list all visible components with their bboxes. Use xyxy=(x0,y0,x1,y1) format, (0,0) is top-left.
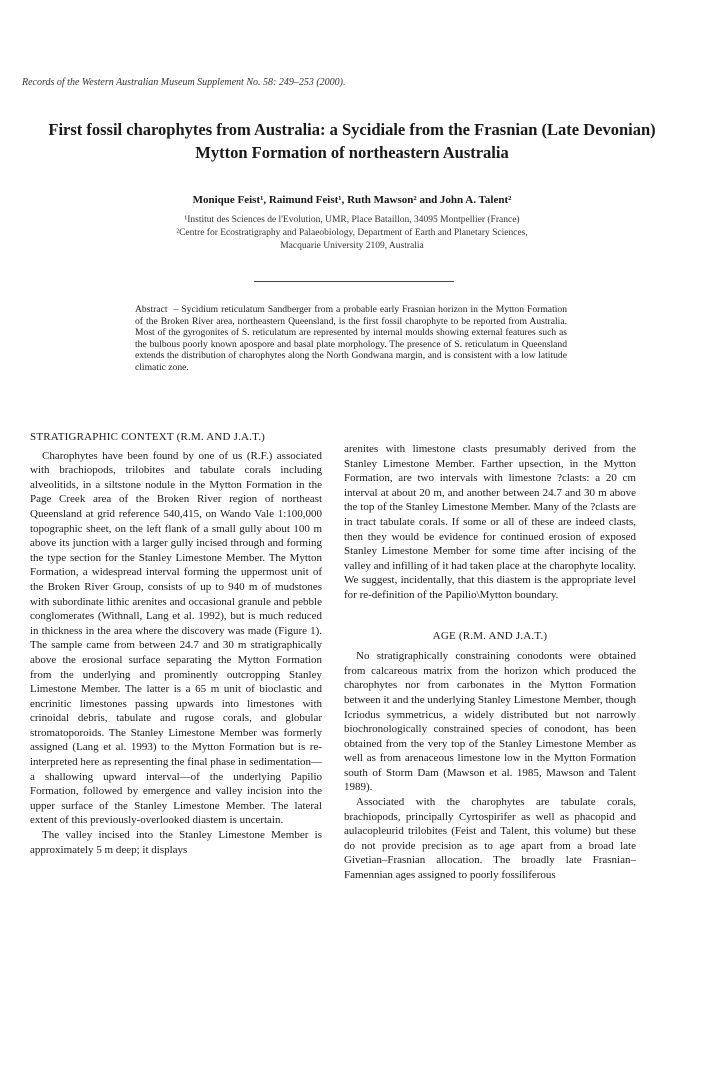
abstract xyxy=(135,304,567,374)
affiliation-line: Macquarie University 2109, Australia xyxy=(280,241,424,251)
running-head: Records of the Western Australian Museum Supplement No. 58: 249–253 (2000). xyxy=(22,77,346,88)
right-column xyxy=(344,442,636,883)
body-paragraph: No stratigraphically constraining conodonts were obtained from calcareous matrix from the horizon which produced the charophytes nor from carbonates in the Mytton Formation between it and the underlying Stanley Limestone Member, though Icriodus symmetricus, a widely distributed but not narrowly biochronologically constrained species of conodont, has been obtained from the very top of the Stanley Limestone Member as well as from arenaceous limestone low in the Mytton Formation south of Storm Dam (Mawson et al. 1985, Mawson and Talent 1989). xyxy=(344,650,636,794)
paper-title: First fossil charophytes from Australia: a Sycidiale from the Frasnian (Late Devonian) Mytton Formation of northeastern Australia xyxy=(48,120,656,162)
separator-rule xyxy=(254,281,454,282)
body-paragraph: The valley incised into the Stanley Limestone Member is approximately 5 m deep; it displays xyxy=(30,829,322,856)
affiliation-line: ²Centre for Ecostratigraphy and Palaeobiology, Department of Earth and Planetary Sciences, xyxy=(176,228,528,238)
section-heading-stratigraphic-context: STRATIGRAPHIC CONTEXT (R.M. AND J.A.T.) xyxy=(30,431,266,443)
section-heading-age: AGE (R.M. AND J.A.T.) xyxy=(432,629,548,642)
body-paragraph: Associated with the charophytes are tabulate corals, brachiopods, principally Cyrtospirifer as well as phacopid and aulacopleurid trilobites (Feist and Talent, this volume) but these do not provide precision as to age apart from a broad late Givetian–Frasnian allocation. The broadly late Frasnian–Famennian ages assigned to poorly fossiliferous xyxy=(344,796,636,882)
left-column xyxy=(30,430,322,857)
abstract-label: Abstract xyxy=(135,304,168,315)
body-paragraph: arenites with limestone clasts presumably derived from the Stanley Limestone Member. Farther upsection, in the Mytton Formation, are two intervals with limestone ?clasts: a 20 cm interval at about 20 m, and another between 24.7 and 30 m above the top of the Stanley Limestone Member. Many of the ?clasts are in tract tabulate corals. If some or all of these are indeed clasts, then they would be evidence for continued erosion of exposed Stanley Limestone Member for some time after incising of the valley and infilling of it had taken place at the charophyte locality. We suggest, incidentally, that this diastem is the appropriate level for re-definition of the Papilio\Mytton boundary. xyxy=(344,443,636,601)
author-list: Monique Feist¹, Raimund Feist¹, Ruth Mawson² and John A. Talent² xyxy=(192,194,512,206)
body-paragraph: Charophytes have been found by one of us (R.F.) associated with brachiopods, trilobites and tabulate corals including alveolitids, in a siltstone nodule in the Mytton Formation in the Page Creek area of the Broken River region of northeast Queensland at grid reference 540,415, on Wando Vale 1:100,000 topographic sheet, on the left flank of a small gully about 100 m above its junction with a larger gully incised through and forming the type section for the Stanley Limestone Member. The Mytton Formation, a widespread interval forming the uppermost unit of the Broken River Group, consists of up to 940 m of mudstones with subordinate lithic arenites and occasional granule and pebble conglomerates (Withnall, Lang et al. 1992), but is much reduced in thickness in the area where the discovery was made (Figure 1). The sample came from between 24.7 and 30 m stratigraphically above the erosional surface separating the Mytton Formation from the underlying and prominently outcropping Stanley Limestone Member. The latter is a 65 m unit of bioclastic and encrinitic limestones passing upwards into limestones with crinoidal debris, tabulate and rugose corals, and globular stromatoporoids. The Stanley Limestone Member was formerly assigned (Lang et al. 1993) to the Mytton Formation but is re-interpreted here as representing the final phase in sedimentation—a shallowing upward interval—of the underlying Papilio Formation, followed by emergence and valley incision into the upper surface of the Stanley Limestone Member. The lateral extent of this previously-overlooked diastem is uncertain. xyxy=(30,449,323,827)
affiliation-line: ¹Institut des Sciences de l'Evolution, UMR, Place Bataillon, 34095 Montpellier (France) xyxy=(184,215,520,225)
affiliations xyxy=(60,214,644,253)
abstract-text: – Sycidium reticulatum Sandberger from a probable early Frasnian horizon in the Mytton Formation of the Broken River area, northeastern Queensland, is the first fossil charophyte to be reported from Australia. Most of the gyrogonites of S. reticulatum are represented by internal moulds showing external features such as the bulbous poorly known apospore and basal plate morphology. The presence of S. reticulatum in Queensland extends the distribution of charophytes along the North Gondwana margin, and is consistent with a low latitude climatic zone. xyxy=(135,304,567,373)
